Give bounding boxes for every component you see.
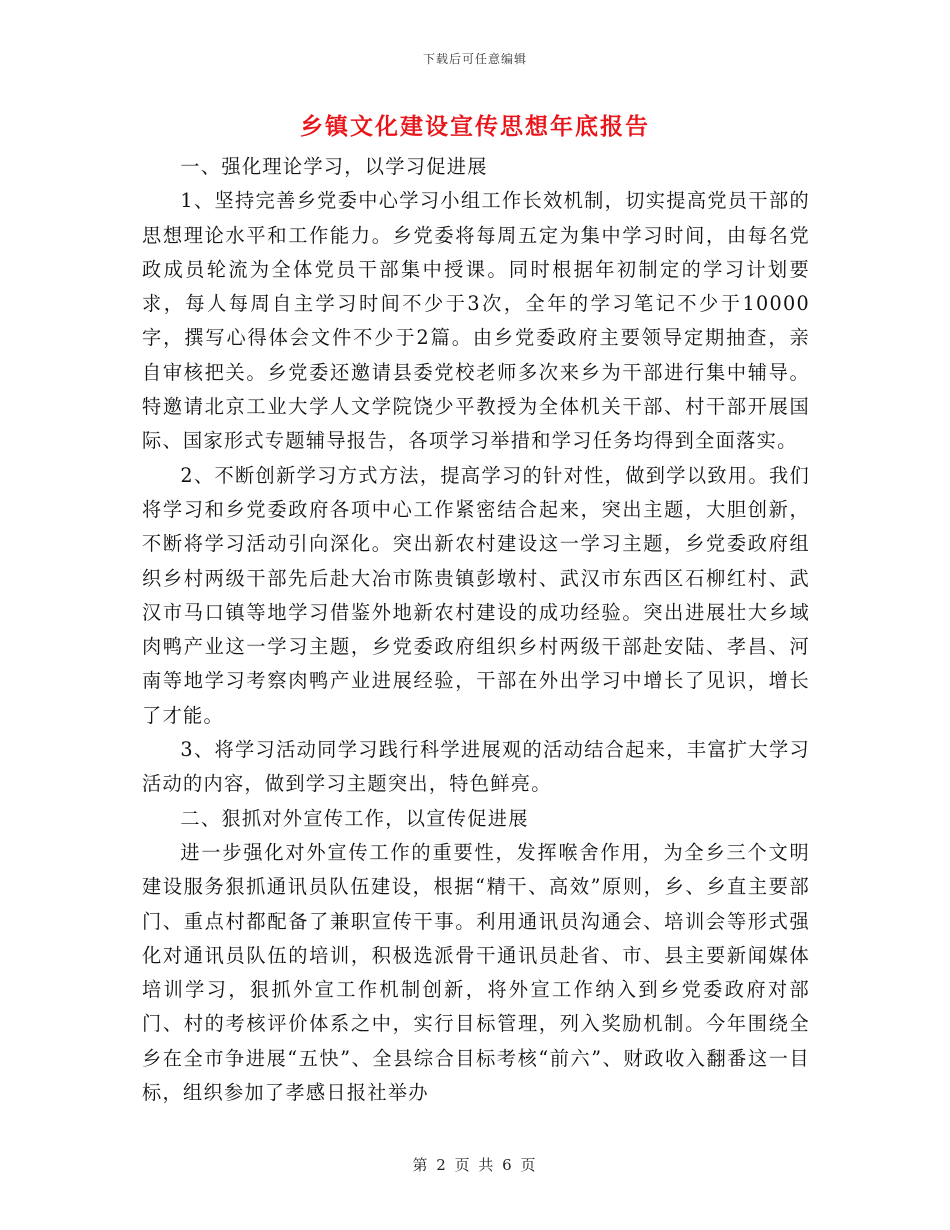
section-heading-2: 二、狠抓对外宣传工作，以宣传促进展 (180, 806, 529, 830)
document-title: 乡镇文化建设宣传思想年底报告 (300, 113, 650, 140)
page-footer-number: 第 2 页 共 6 页 (412, 1156, 538, 1174)
paragraph-1: 1、坚持完善乡党委中心学习小组工作长效机制，切实提高党员干部的思想理论水平和工作能力。乡党委将每周五定为集中学习时间，由每名党政成员轮流为全体党员干部集中授课。同时根据年初制定的学习计划要求，每人每周自主学习时间不少于3次，全年的学习笔记不少于10000字，撰写心得体会文件不少于2篇。由乡党委政府主要领导定期抽查，亲自审核把关。乡党委还邀请县委党校老师多次来乡为干部进行集中辅导。特邀请北京工业大学人文学院饶少平教授为全体机关干部、村干部开展国际、国家形式专题辅导报告，各项学习举措和学习任务均得到全面落实。 (142, 189, 810, 453)
document-body (142, 150, 810, 1110)
page-header-note: 下载后可任意编辑 (422, 52, 527, 66)
paragraph-2: 2、不断创新学习方式方法，提高学习的针对性，做到学以致用。我们将学习和乡党委政府各项中心工作紧密结合起来，突出主题，大胆创新，不断将学习活动引向深化。突出新农村建设这一学习主题，乡党委政府组织乡村两级干部先后赴大冶市陈贵镇彭墩村、武汉市东西区石柳红村、武汉市马口镇等地学习借鉴外地新农村建设的成功经验。突出进展壮大乡域肉鸭产业这一学习主题，乡党委政府组织乡村两级干部赴安陆、孝昌、河南等地学习考察肉鸭产业进展经验，干部在外出学习中增长了见识，增长了才能。 (142, 463, 810, 727)
paragraph-4: 进一步强化对外宣传工作的重要性，发挥喉舍作用，为全乡三个文明建设服务狠抓通讯员队伍建设，根据“精干、高效”原则，乡、乡直主要部门、重点村都配备了兼职宣传干事。利用通讯员沟通会、培训会等形式强化对通讯员队伍的培训，积极选派骨干通讯员赴省、市、县主要新闻媒体培训学习，狠抓外宣工作机制创新，将外宣工作纳入到乡党委政府对部门、村的考核评价体系之中，实行目标管理，列入奖励机制。今年围绕全乡在全市争进展“五快”、全县综合目标考核“前六”、财政收入翻番这一目标，组织参加了孝感日报社举办 (142, 840, 810, 1105)
section-heading-1: 一、强化理论学习，以学习促进展 (180, 155, 488, 178)
paragraph-3: 3、将学习活动同学习践行科学进展观的活动结合起来，丰富扩大学习活动的内容，做到学习主题突出，特色鲜亮。 (142, 738, 810, 796)
